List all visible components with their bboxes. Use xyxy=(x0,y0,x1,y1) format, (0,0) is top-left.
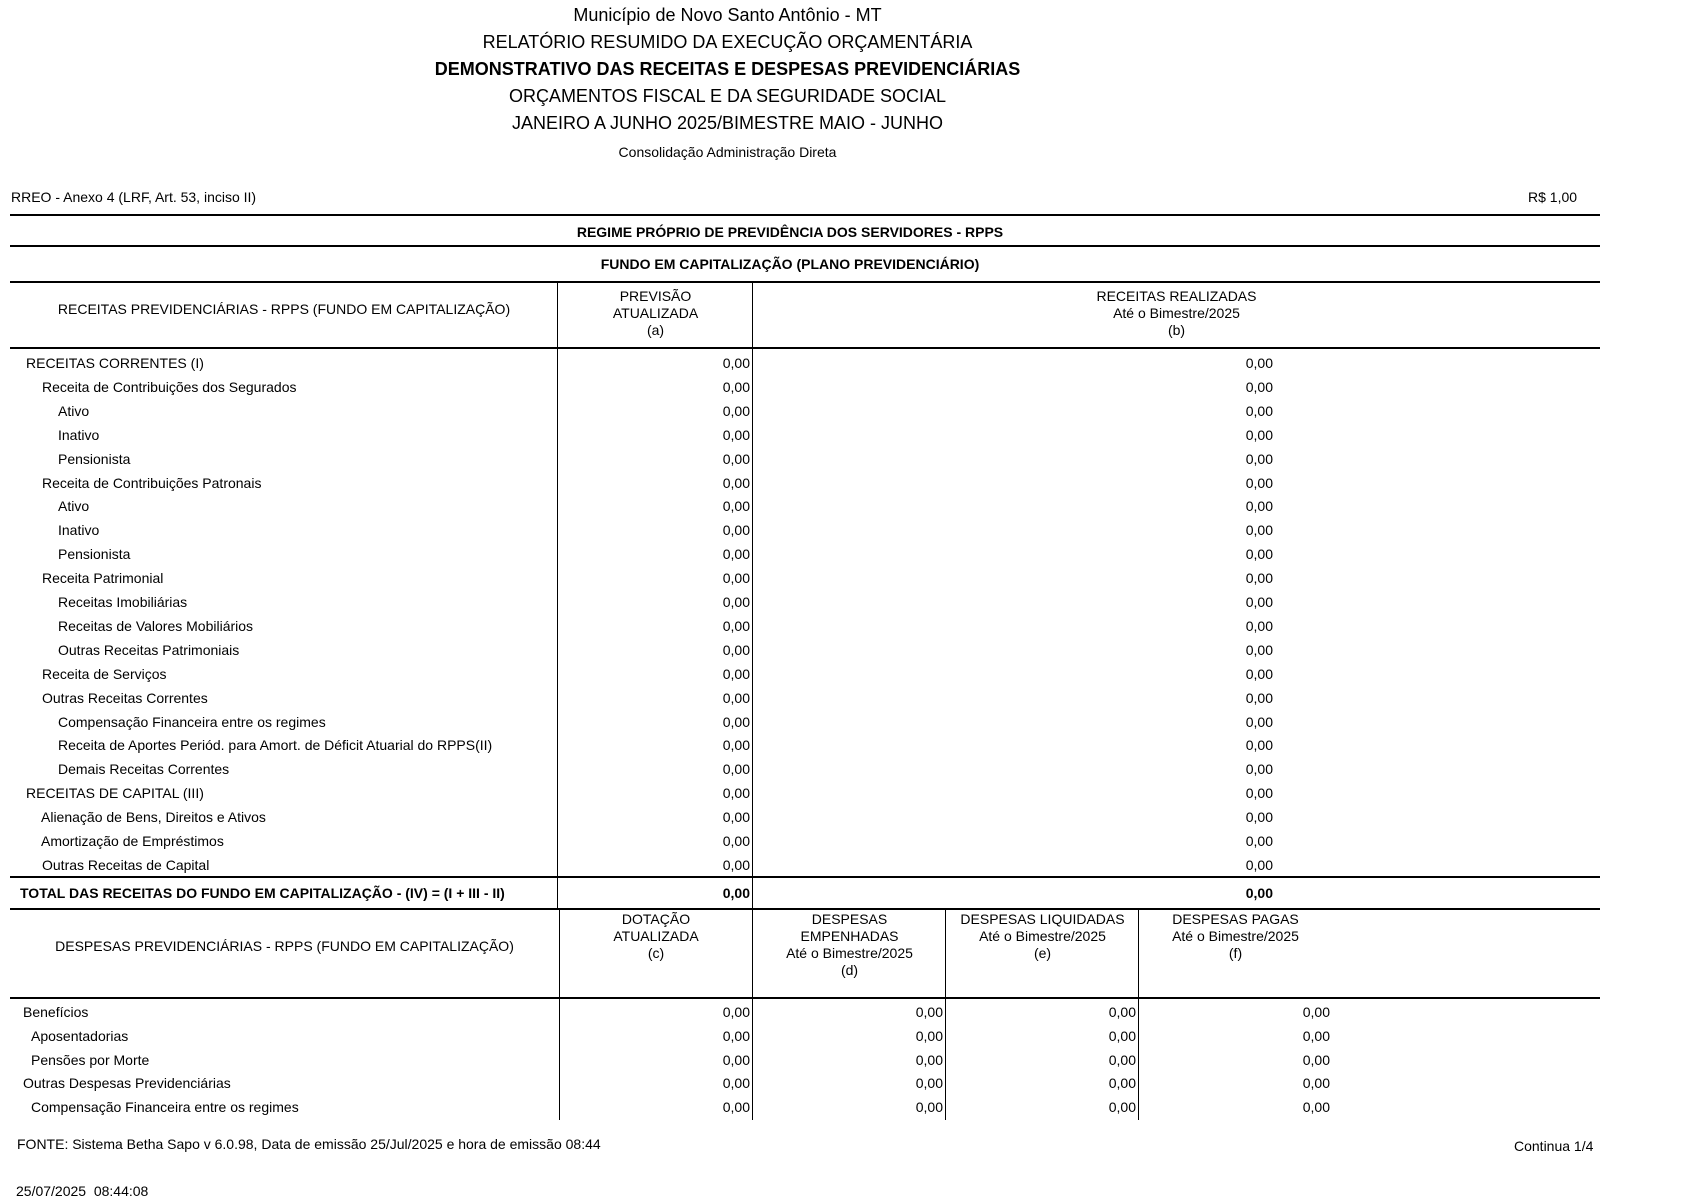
divider xyxy=(752,282,753,348)
rule-fund xyxy=(10,281,1600,283)
table-cell-realized: 0,00 xyxy=(1245,498,1273,515)
table-cell-forecast: 0,00 xyxy=(722,689,750,706)
table-cell-realized: 0,00 xyxy=(1245,665,1273,682)
rule-revenue-header xyxy=(10,347,1600,349)
table-cell-realized: 0,00 xyxy=(1245,737,1273,754)
table-cell-committed: 0,00 xyxy=(915,1027,943,1044)
header-line: DOTAÇÃO xyxy=(621,911,691,927)
table-row-label: RECEITAS DE CAPITAL (III) xyxy=(26,785,204,802)
fund-heading: FUNDO EM CAPITALIZAÇÃO (PLANO PREVIDENCIÁRIO) xyxy=(600,256,980,272)
table-cell-realized: 0,00 xyxy=(1245,809,1273,826)
table-row-label: Receita de Contribuições Patronais xyxy=(42,474,262,491)
table-cell-paid: 0,00 xyxy=(1302,1075,1330,1092)
table-cell-realized: 0,00 xyxy=(1245,713,1273,730)
header-line: (c) xyxy=(647,945,665,961)
revenues-forecast-header xyxy=(558,288,753,339)
divider xyxy=(557,282,558,348)
header-line: (b) xyxy=(1167,322,1186,338)
table-cell-forecast: 0,00 xyxy=(722,737,750,754)
divider xyxy=(752,349,753,877)
table-cell-liquidated: 0,00 xyxy=(1108,1099,1136,1116)
table-cell-allocation: 0,00 xyxy=(722,1075,750,1092)
table-cell-realized: 0,00 xyxy=(1245,546,1273,563)
header-line: Até o Bimestre/2025 xyxy=(1172,928,1299,944)
table-cell-forecast: 0,00 xyxy=(722,713,750,730)
header-line: (a) xyxy=(646,322,665,338)
table-cell-realized: 0,00 xyxy=(1245,617,1273,634)
divider xyxy=(945,999,946,1120)
table-cell-forecast: 0,00 xyxy=(722,785,750,802)
statement-title: DEMONSTRATIVO DAS RECEITAS E DESPESAS PREVIDENCIÁRIAS xyxy=(434,59,1021,79)
total-realized: 0,00 xyxy=(1245,885,1273,901)
table-cell-realized: 0,00 xyxy=(1245,402,1273,419)
table-cell-forecast: 0,00 xyxy=(722,355,750,371)
source-note: FONTE: Sistema Betha Sapo v 6.0.98, Data de emissão 25/Jul/2025 e hora de emissão 08:44 xyxy=(17,1136,601,1152)
table-row-label: Outras Despesas Previdenciárias xyxy=(23,1075,231,1092)
expenses-committed-header xyxy=(753,911,946,979)
table-cell-forecast: 0,00 xyxy=(722,546,750,563)
table-row-label: Ativo xyxy=(58,402,90,419)
table-cell-realized: 0,00 xyxy=(1245,641,1273,658)
header-line: RECEITAS REALIZADAS xyxy=(1096,288,1257,304)
table-row-label: Pensionista xyxy=(58,450,131,467)
table-row-label: Receitas Imobiliárias xyxy=(58,594,188,610)
rule-top xyxy=(10,214,1600,216)
table-row-label: Compensação Financeira entre os regimes xyxy=(31,1099,299,1116)
table-cell-realized: 0,00 xyxy=(1245,355,1273,371)
table-cell-liquidated: 0,00 xyxy=(1108,1075,1136,1092)
table-cell-realized: 0,00 xyxy=(1245,570,1273,587)
table-cell-committed: 0,00 xyxy=(915,1051,943,1068)
table-cell-allocation: 0,00 xyxy=(722,1004,750,1020)
table-cell-liquidated: 0,00 xyxy=(1108,1004,1136,1020)
table-cell-committed: 0,00 xyxy=(915,1075,943,1092)
table-cell-forecast: 0,00 xyxy=(722,809,750,826)
expenses-liquidated-header xyxy=(946,911,1139,962)
consolidation-subtitle: Consolidação Administração Direta xyxy=(618,144,837,160)
table-row-label: Pensionista xyxy=(58,546,131,563)
table-cell-forecast: 0,00 xyxy=(722,833,750,849)
table-cell-forecast: 0,00 xyxy=(722,856,750,873)
table-row-label: Receita de Contribuições dos Segurados xyxy=(42,378,297,395)
table-row-label: Receita de Serviços xyxy=(42,665,167,682)
table-cell-forecast: 0,00 xyxy=(722,378,750,395)
header-line: DESPESAS LIQUIDADAS xyxy=(960,911,1125,927)
budgets-title: ORÇAMENTOS FISCAL E DA SEGURIDADE SOCIAL xyxy=(508,86,947,106)
table-cell-allocation: 0,00 xyxy=(722,1051,750,1068)
rule-expense-header xyxy=(10,997,1600,999)
table-cell-forecast: 0,00 xyxy=(722,498,750,515)
annex-reference: RREO - Anexo 4 (LRF, Art. 53, inciso II) xyxy=(11,189,257,205)
expenses-allocation-header xyxy=(559,911,753,962)
table-cell-committed: 0,00 xyxy=(915,1004,943,1020)
page-continuation: Continua 1/4 xyxy=(1514,1138,1594,1154)
regime-heading: REGIME PRÓPRIO DE PREVIDÊNCIA DOS SERVIDORES - RPPS xyxy=(576,224,1004,240)
divider xyxy=(557,877,558,909)
divider xyxy=(557,349,558,877)
table-row-label: Pensões por Morte xyxy=(31,1051,150,1068)
divider xyxy=(559,999,560,1120)
table-cell-paid: 0,00 xyxy=(1302,1027,1330,1044)
table-cell-forecast: 0,00 xyxy=(722,474,750,491)
table-cell-realized: 0,00 xyxy=(1245,833,1273,849)
rule-regime xyxy=(10,245,1600,247)
table-row-label: Demais Receitas Correntes xyxy=(58,761,230,778)
table-cell-forecast: 0,00 xyxy=(722,594,750,610)
table-row-label: Receitas de Valores Mobiliários xyxy=(58,617,254,634)
table-row-label: Inativo xyxy=(58,522,100,539)
table-cell-paid: 0,00 xyxy=(1302,1004,1330,1020)
table-cell-committed: 0,00 xyxy=(915,1099,943,1116)
table-row-label: Benefícios xyxy=(23,1004,89,1020)
expenses-column-label: DESPESAS PREVIDENCIÁRIAS - RPPS (FUNDO EM CAPITALIZAÇÃO) xyxy=(55,938,514,954)
header-line: (d) xyxy=(840,962,859,978)
table-cell-realized: 0,00 xyxy=(1245,450,1273,467)
revenues-realized-header xyxy=(753,288,1600,339)
table-cell-forecast: 0,00 xyxy=(722,450,750,467)
table-cell-forecast: 0,00 xyxy=(722,665,750,682)
divider xyxy=(945,910,946,998)
total-forecast: 0,00 xyxy=(722,885,750,901)
currency-unit: R$ 1,00 xyxy=(1528,189,1578,205)
table-row-label: Amortização de Empréstimos xyxy=(41,833,224,849)
table-row-label: Compensação Financeira entre os regimes xyxy=(58,713,326,730)
table-row-label: Alienação de Bens, Direitos e Ativos xyxy=(41,809,266,826)
revenues-column-label: RECEITAS PREVIDENCIÁRIAS - RPPS (FUNDO EM CAPITALIZAÇÃO) xyxy=(57,301,511,317)
divider xyxy=(752,999,753,1120)
table-cell-forecast: 0,00 xyxy=(722,761,750,778)
header-line: PREVISÃO xyxy=(619,288,692,304)
report-title: RELATÓRIO RESUMIDO DA EXECUÇÃO ORÇAMENTÁRIA xyxy=(482,32,973,52)
header-line: (f) xyxy=(1228,945,1243,961)
table-row-label: Aposentadorias xyxy=(31,1027,129,1044)
table-cell-realized: 0,00 xyxy=(1245,761,1273,778)
header-line: Até o Bimestre/2025 xyxy=(786,945,913,961)
table-cell-liquidated: 0,00 xyxy=(1108,1027,1136,1044)
table-cell-allocation: 0,00 xyxy=(722,1027,750,1044)
table-cell-forecast: 0,00 xyxy=(722,402,750,419)
table-row-label: Receita Patrimonial xyxy=(42,570,164,587)
table-cell-realized: 0,00 xyxy=(1245,785,1273,802)
table-cell-realized: 0,00 xyxy=(1245,378,1273,395)
table-cell-realized: 0,00 xyxy=(1245,689,1273,706)
rule-total-bottom xyxy=(10,908,1600,910)
header-line: DESPESAS PAGAS xyxy=(1172,911,1299,927)
divider xyxy=(1138,999,1139,1120)
divider xyxy=(1138,910,1139,998)
table-cell-forecast: 0,00 xyxy=(722,617,750,634)
table-row-label: Receita de Aportes Periód. para Amort. de Déficit Atuarial do RPPS(II) xyxy=(58,737,493,754)
table-cell-forecast: 0,00 xyxy=(722,522,750,539)
table-row-label: Outras Receitas Correntes xyxy=(42,689,208,706)
table-cell-forecast: 0,00 xyxy=(722,641,750,658)
table-cell-paid: 0,00 xyxy=(1302,1099,1330,1116)
municipality-title: Município de Novo Santo Antônio - MT xyxy=(573,5,882,25)
table-cell-realized: 0,00 xyxy=(1245,594,1273,610)
divider xyxy=(559,910,560,998)
expenses-paid-header xyxy=(1139,911,1332,962)
total-label: TOTAL DAS RECEITAS DO FUNDO EM CAPITALIZAÇÃO - (IV) = (I + III - II) xyxy=(20,885,505,901)
divider xyxy=(752,877,753,909)
table-row-label: Outras Receitas de Capital xyxy=(42,856,210,873)
header-line: Até o Bimestre/2025 xyxy=(1113,305,1240,321)
table-cell-forecast: 0,00 xyxy=(722,570,750,587)
header-line: EMPENHADAS xyxy=(800,928,899,944)
header-line: (e) xyxy=(1033,945,1052,961)
table-cell-paid: 0,00 xyxy=(1302,1051,1330,1068)
table-cell-realized: 0,00 xyxy=(1245,474,1273,491)
table-cell-realized: 0,00 xyxy=(1245,522,1273,539)
header-line: Até o Bimestre/2025 xyxy=(979,928,1106,944)
table-cell-allocation: 0,00 xyxy=(722,1099,750,1116)
rule-total xyxy=(10,876,1600,878)
header-line: ATUALIZADA xyxy=(613,928,699,944)
table-row-label: Outras Receitas Patrimoniais xyxy=(58,641,240,658)
table-cell-forecast: 0,00 xyxy=(722,426,750,443)
header-line: DESPESAS xyxy=(811,911,888,927)
table-row-label: Inativo xyxy=(58,426,100,443)
divider xyxy=(752,910,753,998)
header-line: ATUALIZADA xyxy=(612,305,699,321)
table-cell-liquidated: 0,00 xyxy=(1108,1051,1136,1068)
table-cell-realized: 0,00 xyxy=(1245,426,1273,443)
table-row-label: RECEITAS CORRENTES (I) xyxy=(26,355,204,371)
table-row-label: Ativo xyxy=(58,498,90,515)
emission-timestamp: 25/07/2025 08:44:08 xyxy=(16,1183,149,1199)
table-cell-realized: 0,00 xyxy=(1245,856,1273,873)
period-title: JANEIRO A JUNHO 2025/BIMESTRE MAIO - JUNHO xyxy=(511,113,944,133)
